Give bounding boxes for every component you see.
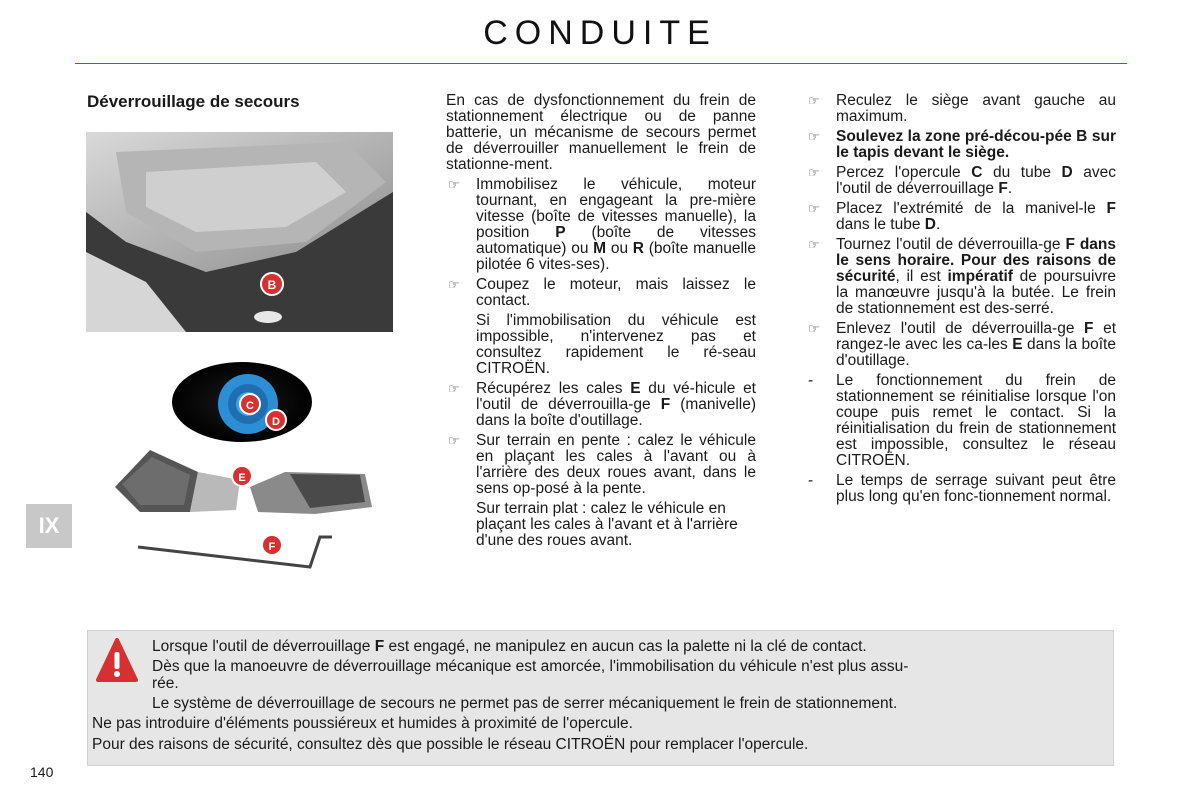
pointing-hand-icon: ☞ (808, 165, 820, 180)
dash-item: - Le fonctionnement du frein de stationnement se réinitialise lorsque l'on coupe puis remet le contact. Si la réinitialisation du frein de stationnement est impossible, consultez le réseau CITROËN. (808, 372, 1116, 469)
pointing-hand-icon: ☞ (808, 93, 820, 108)
header-rule (75, 63, 1127, 64)
page-title: CONDUITE (483, 14, 717, 52)
column-middle (446, 93, 756, 553)
list-item: ☞ Placez l'extrémité de la manivel-le F dans le tube D. (808, 200, 1116, 233)
warning-line: Lorsque l'outil de déverrouillage F est engagé, ne manipulez en aucun cas la palette ni la clé de contact. (152, 638, 867, 655)
pointing-hand-icon: ☞ (808, 237, 820, 252)
section-title: Déverrouillage de secours (87, 92, 300, 111)
list-item: ☞ Percez l'opercule C du tube D avec l'outil de déverrouillage F. (808, 164, 1116, 197)
list-item: ☞ Coupez le moteur, mais laissez le contact. (448, 276, 756, 309)
dash-marker: - (808, 472, 814, 489)
list-item: ☞ Immobilisez le véhicule, moteur tournant, en engageant la pre-mière vitesse (boîte de vitesses manuelle), la position P (boîte de vitesses automatique) ou M ou R (boîte manuelle pilotée 6 vites-ses). (448, 176, 756, 273)
warning-icon (96, 638, 138, 684)
warning-line: rée. (152, 675, 179, 692)
chapter-tab: IX (26, 504, 72, 548)
list-item-note: Sur terrain plat : calez le véhicule en plaçant les cales à l'avant et à l'arrière d'une des roues avant. (476, 500, 738, 549)
list-item: ☞ Tournez l'outil de déverrouilla-ge F dans le sens horaire. Pour des raisons de sécurité, il est impératif de poursuivre la manœuvre jusqu'à la butée. Le frein de stationnement est des-serré. (808, 236, 1117, 317)
list-item-note: Si l'immobilisation du véhicule est impossible, n'intervenez pas et consultez rapidement le ré-seau CITROËN. (476, 312, 756, 377)
warning-line: Le système de déverrouillage de secours ne permet pas de serrer mécaniquement le frein de stationnement. (152, 695, 898, 712)
dash-item: - Le temps de serrage suivant peut être plus long qu'en fonc-tionnement normal. (808, 472, 1116, 505)
pointing-hand-icon: ☞ (448, 433, 460, 448)
pointing-hand-icon: ☞ (448, 277, 460, 292)
dash-marker: - (808, 372, 814, 389)
list-item: ☞ Enlevez l'outil de déverrouilla-ge F et rangez-le avec les ca-les E dans la boîte d'outillage. (808, 320, 1116, 369)
warning-line: Pour des raisons de sécurité, consultez dès que possible le réseau CITROËN pour remplacer l'opercule. (92, 736, 809, 753)
pointing-hand-icon: ☞ (808, 321, 820, 336)
label-d: D (272, 416, 280, 428)
list-item: ☞ Récupérez les cales E du vé-hicule et l'outil de déverrouilla-ge F (manivelle) dans la boîte d'outillage. (448, 380, 756, 429)
pointing-hand-icon: ☞ (448, 381, 460, 396)
label-b: B (267, 278, 277, 292)
photo-floor-mat (86, 132, 393, 332)
list-item: ☞ Sur terrain en pente : calez le véhicule en plaçant les cales à l'avant ou à l'arrière des deux roues avant, dans le sens op-posé à la pente. (448, 432, 756, 497)
label-e: E (238, 472, 246, 484)
pointing-hand-icon: ☞ (808, 201, 820, 216)
intro-paragraph: En cas de dysfonctionnement du frein de stationnement électrique ou de panne batterie, un mécanisme de secours permet de déverrouiller manuellement le frein de stationne-ment. (446, 92, 756, 173)
label-f: F (268, 541, 276, 553)
list-item: ☞ Soulevez la zone pré-décou-pée B sur le tapis devant le siège. (808, 128, 1116, 161)
warning-line: Dès que la manoeuvre de déverrouillage mécanique est amorcée, l'immobilisation du véhicule n'est plus assu- (152, 658, 909, 675)
list-item: ☞ Reculez le siège avant gauche au maximum. (808, 92, 1116, 125)
warning-line: Ne pas introduire d'éléments poussiéreux et humides à proximité de l'opercule. (92, 715, 633, 732)
label-c: C (246, 400, 254, 412)
page-number: 140 (30, 764, 54, 780)
pointing-hand-icon: ☞ (808, 129, 820, 144)
photo-tools (110, 362, 410, 572)
pointing-hand-icon: ☞ (448, 177, 460, 192)
column-right (806, 93, 1116, 509)
